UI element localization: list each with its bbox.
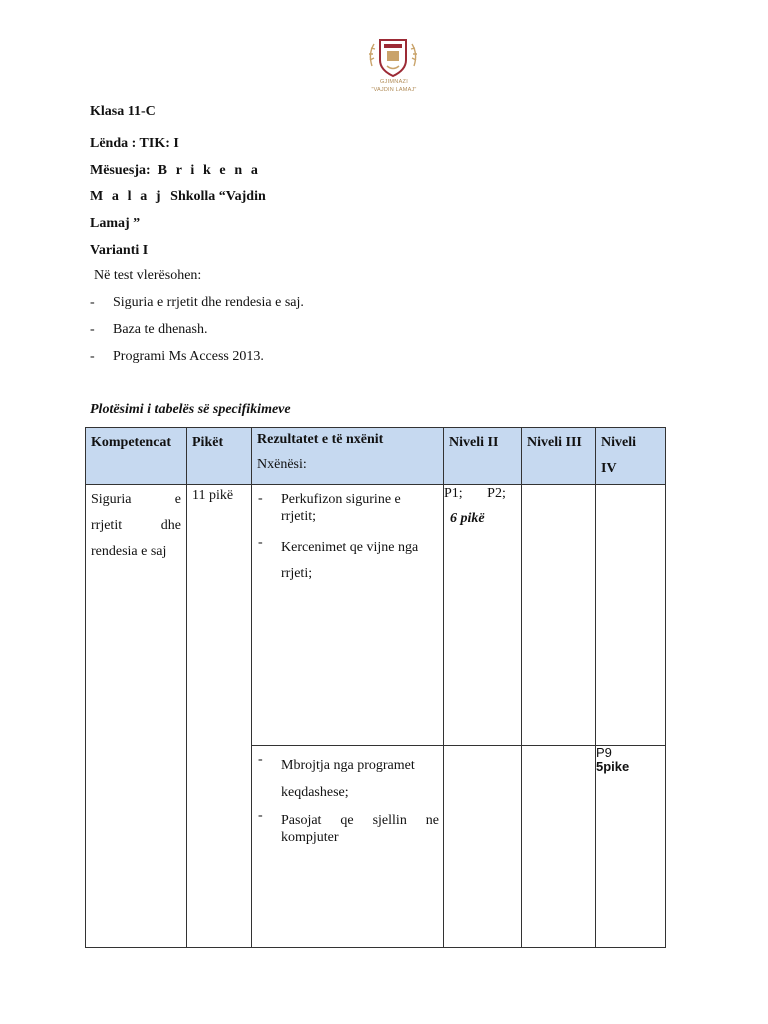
rezultatet-cell [252,746,444,948]
piket-cell: 11 pikë [187,485,252,948]
logo-title: GJIMNAZI [379,79,409,85]
school-name: Shkolla “Vajdin [170,189,266,204]
niveli-2-cell [444,746,522,948]
table-caption: Plotësimi i tabelës së specifikimeve [90,402,291,417]
kompetenca-cell: Siguria e rrjetit dhe rendesia e saj [86,485,187,948]
teacher-school-line [90,189,266,205]
subject-label: Lënda : TIK: I [90,136,179,151]
logo-subtitle: "VAJDIN LAMAJ" [371,87,417,93]
niveli-4-cell [596,485,666,746]
list-item: - Programi Ms Access 2013. [90,349,264,364]
header-niveli-2: Niveli II [444,428,522,485]
teacher-firstname: B r i k e n a [157,163,261,178]
list-item: - Mbrojtja nga programet keqdashese; [258,752,415,800]
header-niveli-3: Niveli III [522,428,596,485]
teacher-label: Mësuesja: [90,163,151,178]
list-item: - Perkufizon sigurine e rrjetit; [258,491,401,524]
niveli-2-cell: P1; P2; 6 pikë [444,485,522,746]
table-header-row [86,428,666,485]
teacher-lastname: M a l a j [90,189,164,204]
list-item: - Pasojat qe sjellin ne kompjuter [258,808,439,845]
niveli-4-cell: P9 5pike [596,746,666,948]
niveli-3-cell [522,485,596,746]
list-item: - Kercenimet qe vijne nga rrjeti; [258,535,419,581]
rezultatet-cell [252,485,444,746]
test-intro: Në test vlerësohen: [94,268,202,283]
header-piket: Pikët [187,428,252,485]
specification-table [85,427,666,948]
class-label: Klasa 11-C [90,104,156,119]
school-crest-icon [362,36,424,80]
header-niveli-4: Niveli IV [596,428,666,485]
list-item: - Baza te dhenash. [90,322,208,337]
school-name-cont: Lamaj ” [90,216,141,231]
header-rezultatet: Rezultatet e të nxënit Nxënësi: [252,428,444,485]
table-row [86,485,666,746]
list-item: - Siguria e rrjetit dhe rendesia e saj. [90,295,304,310]
teacher-line [90,163,260,179]
header-kompetencat: Kompetencat [86,428,187,485]
variant-label: Varianti I [90,243,149,258]
niveli-3-cell [522,746,596,948]
